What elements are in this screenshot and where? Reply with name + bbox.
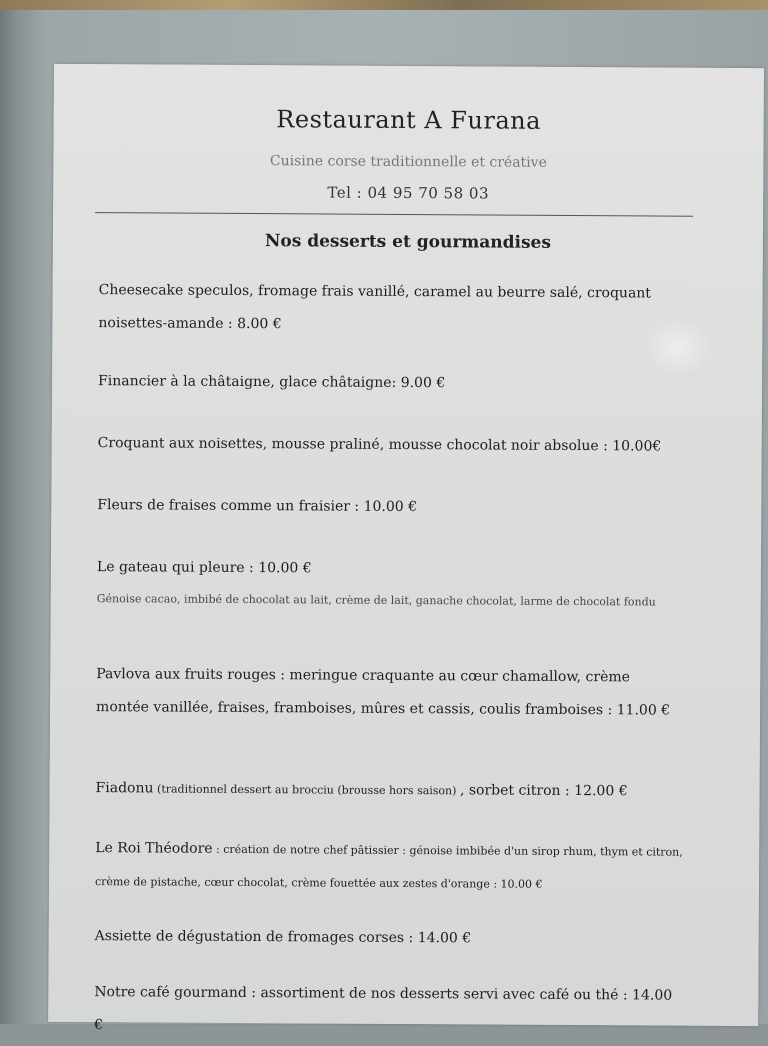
menu-item-fiadonu: [95, 772, 685, 809]
menu-item-price: , sorbet citron : 12.00 €: [459, 782, 628, 800]
stone-wall-edge: [0, 0, 768, 10]
menu-item-name: Le Roi Théodore: [95, 840, 213, 857]
menu-item-pavlova: [96, 658, 686, 728]
display-case-edge: [0, 10, 20, 1024]
menu-item-assiette-fromages: [95, 920, 685, 957]
menu-item-cafe-gourmand: [94, 976, 684, 1046]
menu-item-text: Pavlova aux fruits rouges : meringue craquante au cœur chamallow, crème montée vanillée, fraises, framboises, mûres et cassis, coulis framboises : 11.00 €: [96, 666, 671, 719]
menu-content: [48, 64, 764, 1034]
restaurant-subtitle: Cuisine corse traditionnelle et créative: [269, 153, 547, 171]
menu-item-name: Fiadonu: [95, 780, 154, 797]
menu-item-gateau-qui-pleure: [97, 551, 687, 617]
menu-sheet: [48, 64, 764, 1034]
menu-item-financier: [98, 365, 688, 402]
menu-item-note: (traditionnel dessert au brocciu (brousse hors saison): [153, 782, 461, 798]
menu-item-text: Assiette de dégustation de fromages corses : 14.00 €: [94, 928, 472, 947]
menu-item-description: Génoise cacao, imbibé de chocolat au lait, crème de lait, ganache chocolat, larme de chocolat fondu: [96, 592, 656, 609]
menu-item-cheesecake: [98, 274, 688, 344]
restaurant-telephone: Tel : 04 95 70 58 03: [327, 183, 490, 203]
menu-item-text: Financier à la châtaigne, glace châtaigne: 9.00 €: [98, 373, 446, 392]
menu-item-text: Notre café gourmand : assortiment de nos desserts servi avec café ou thé : 14.00 €: [94, 984, 673, 1034]
menu-item-text: Cheesecake speculos, fromage frais vanillé, caramel au beurre salé, croquant noisettes-amande : 8.00 €: [98, 282, 652, 333]
menu-item-text: Fleurs de fraises comme un fraisier : 10.00 €: [97, 497, 418, 516]
menu-item-note: : création de notre chef pâtissier : génoise imbibée d'un sirop rhum, thym et citron, crème de pistache, cœur chocolat, crème fouettée aux zestes d'orange : 10.00 €: [94, 842, 683, 891]
header-divider: [95, 212, 693, 217]
menu-item-text: Le gateau qui pleure : 10.00 €: [96, 559, 312, 577]
glass-glare: [642, 317, 712, 377]
menu-item-roi-theodore: [95, 832, 685, 902]
menu-item-fleurs-de-fraises: [97, 489, 687, 526]
menu-item-croquant: [98, 427, 688, 464]
menu-item-text: Croquant aux noisettes, mousse praliné, mousse chocolat noir absolue : 10.00€: [97, 435, 662, 455]
section-title: Nos desserts et gourmandises: [264, 231, 552, 253]
restaurant-name: Restaurant A Furana: [276, 105, 542, 135]
